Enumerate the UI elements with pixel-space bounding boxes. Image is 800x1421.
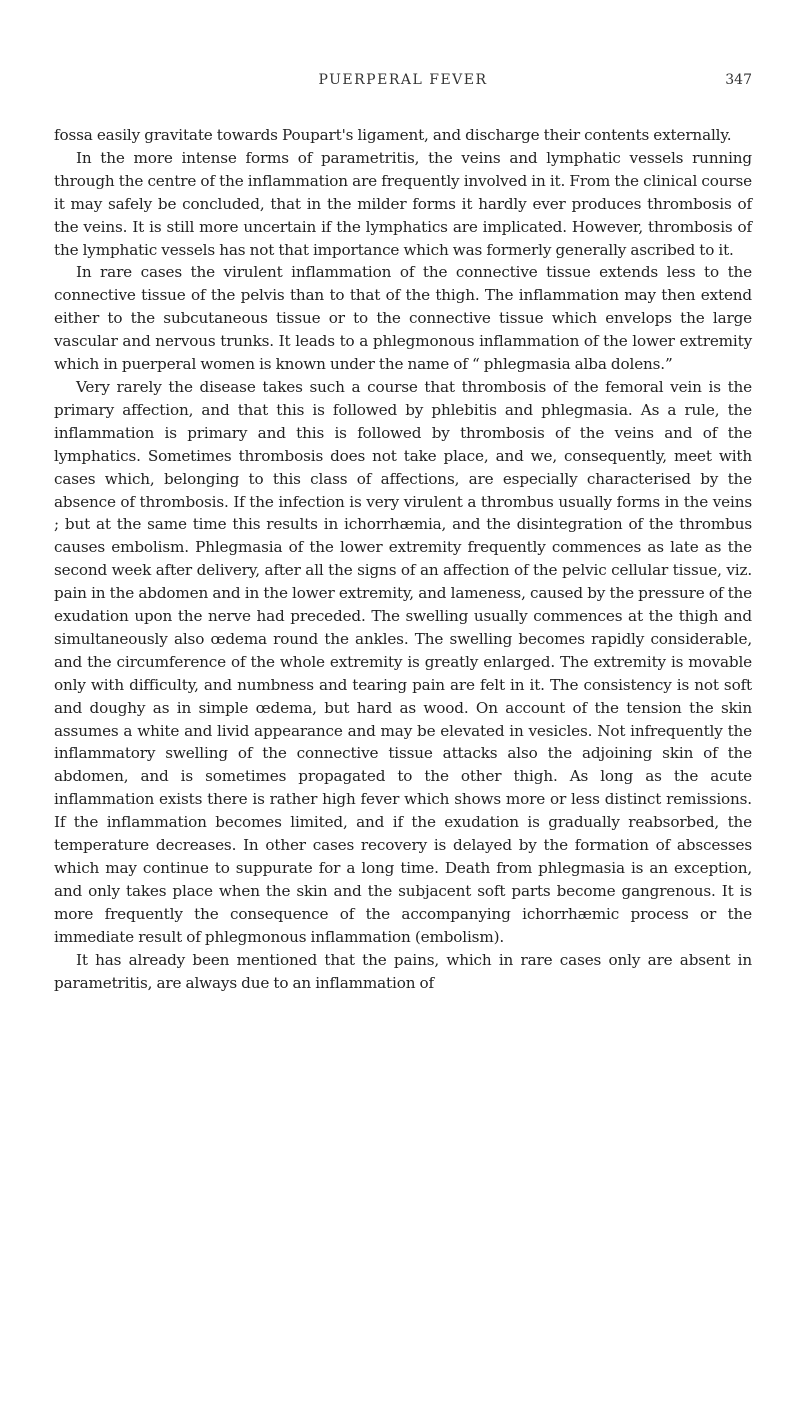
paragraph: Very rarely the disease takes such a course that thrombosis of the femoral vein is the primary affection, and that this is followed by phlebitis and phlegmasia. As a rule, the inflammation is primary and this is followed by thrombosis of the veins and of the lymphatics. Sometimes thrombosis does not take place, and we, consequently, meet with cases which, belonging to this class of affections, are especially characterised by the absence of thrombosis. If the infection is very virulent a thrombus usually forms in the veins ; but at the same time this results in ichorrhæmia, and the disintegration of the thrombus causes embolism. Phlegmasia of the lower extremity frequently commences as late as the second week after delivery, after all the signs of an affection of the pelvic cellular tissue, viz. pain in the abdomen and in the lower extremity, and lameness, caused by the pressure of the exudation upon the nerve had preceded. The swelling usually commences at the thigh and simultaneously also œdema round the ankles. The swelling becomes rapidly considerable, and the circumference of the whole extremity is greatly enlarged. The extremity is movable only with difficulty, and numbness and tearing pain are felt in it. The consistency is not soft and doughy as in simple œdema, but hard as wood. On account of the tension the skin assumes a white and livid appearance and may be elevated in vesicles. Not infrequently the inflammatory swelling of the connective tissue attacks also the adjoining skin of the abdomen, and is sometimes propagated to the other thigh. As long as the acute inflammation exists there is rather high fever which shows more or less distinct remissions. If the inflammation becomes limited, and if the exudation is gradually reabsorbed, the temperature decreases. In other cases recovery is delayed by the formation of abscesses which may continue to suppurate for a long time. Death from phlegmasia is an exception, and only takes place when the skin and the subjacent soft parts become gangrenous. It is more frequently the consequence of the accompanying ichorrhæmic process or the immediate result of phlegmonous inflammation (embolism). (54, 377, 752, 946)
running-head (54, 72, 752, 96)
paragraph: In the more intense forms of parametritis, the veins and lymphatic vessels running through the centre of the inflammation are frequently involved in it. From the clinical course it may safely be concluded, that in the milder forms it hardly ever produces thrombosis of the veins. It is still more uncertain if the lymphatics are implicated. However, thrombosis of the lymphatic vessels has not that importance which was formerly generally ascribed to it. (54, 148, 752, 259)
body-text (54, 124, 752, 994)
page-number: 347 (725, 72, 752, 88)
paragraph-continuation: fossa easily gravitate towards Poupart's ligament, and discharge their contents externally. (54, 126, 732, 144)
paragraph: In rare cases the virulent inflammation of the connective tissue extends less to the connective tissue of the pelvis than to that of the thigh. The inflammation may then extend either to the subcutaneous tissue or to the connective tissue which envelops the large vascular and nervous trunks. It leads to a phlegmonous inflammation of the lower extremity which in puerperal women is known under the name of “ phlegmasia alba dolens.” (54, 263, 752, 374)
paragraph: It has already been mentioned that the pains, which in rare cases only are absent in parametritis, are always due to an inflammation of (54, 950, 752, 992)
running-title: PUERPERAL FEVER (318, 72, 488, 88)
